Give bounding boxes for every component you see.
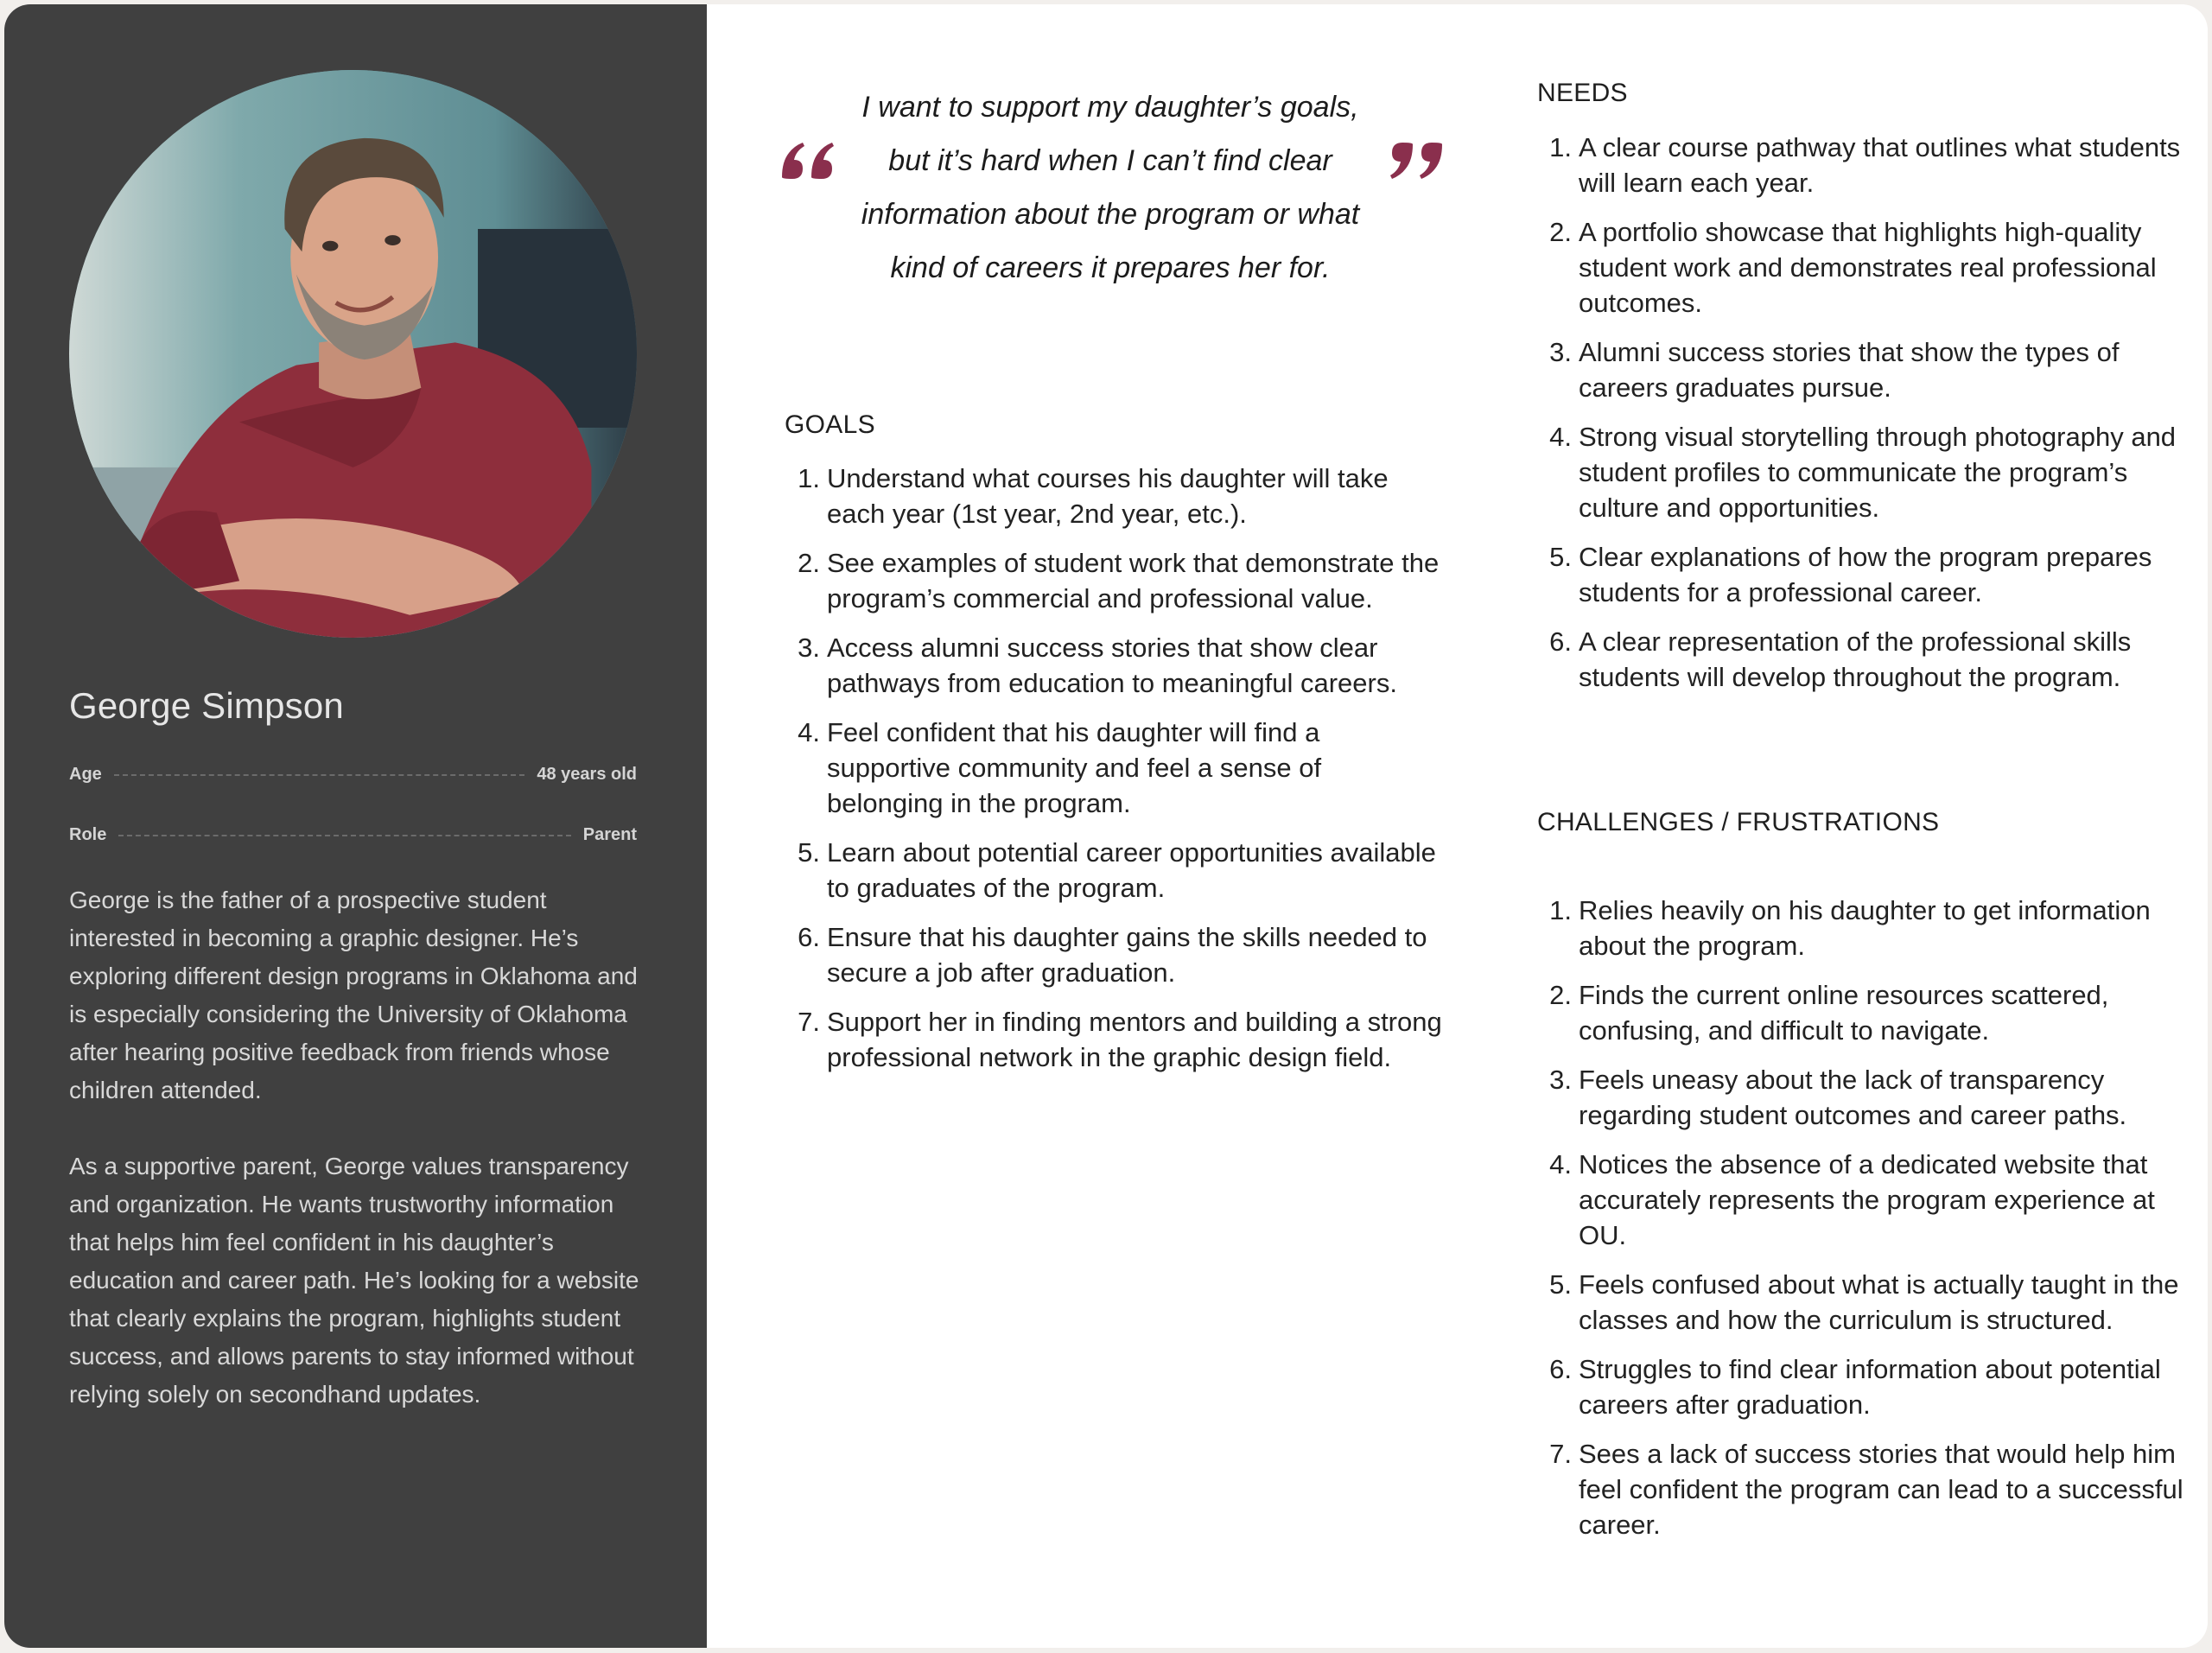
dotted-leader (118, 835, 570, 836)
item-text: Ensure that his daughter gains the skills needed to secure a job after graduation. (827, 922, 1427, 988)
need-item (1537, 334, 2194, 405)
item-text: Feel confident that his daughter will find a supportive community and feel a sense of belonging in the program. (827, 717, 1322, 818)
bio-paragraph: As a supportive parent, George values transparency and organization. He wants trustworthy information that helps him feel confident in his daughter’s education and career path. He’s looking for a website that clearly explains the program, highlights student success, and allows parents to stay informed without relying solely on secondhand updates. (69, 1153, 639, 1408)
need-item (1537, 130, 2194, 200)
challenge-item (1537, 1147, 2194, 1253)
needs-list (1537, 130, 2194, 709)
challenge-item (1537, 1351, 2194, 1422)
item-text: Learn about potential career opportunities available to graduates of the program. (827, 837, 1436, 903)
need-item (1537, 624, 2194, 695)
challenges-heading: CHALLENGES / FRUSTRATIONS (1537, 808, 1940, 836)
persona-card (4, 4, 2208, 1648)
item-number: 1. (798, 463, 820, 493)
item-number: 4. (1549, 422, 1572, 452)
item-text: Strong visual storytelling through photography and student profiles to communicate the program’s culture and opportunities. (1579, 422, 2177, 523)
needs-heading: NEEDS (1537, 79, 1628, 107)
item-number: 7. (798, 1007, 820, 1037)
item-number: 4. (1549, 1149, 1572, 1179)
goal-item (785, 835, 1442, 906)
item-text: Feels uneasy about the lack of transparency regarding student outcomes and career paths. (1579, 1065, 2127, 1130)
item-number: 1. (1549, 895, 1572, 925)
goals-list (785, 461, 1442, 1089)
item-number: 3. (798, 633, 820, 663)
goal-item (785, 1004, 1442, 1075)
item-text: Understand what courses his daughter will take each year (1st year, 2nd year, etc.). (827, 463, 1389, 529)
persona-sidebar (4, 4, 707, 1648)
item-text: A clear course pathway that outlines what students will learn each year. (1579, 132, 2181, 198)
attribute-age-value: 48 years old (537, 765, 637, 784)
item-number: 6. (1549, 626, 1572, 657)
item-text: Finds the current online resources scattered, confusing, and difficult to navigate. (1579, 980, 2109, 1046)
attribute-role-value: Parent (582, 825, 637, 844)
item-text: Notices the absence of a dedicated website that accurately represents the program experience at OU. (1579, 1149, 2155, 1250)
persona-quote (765, 80, 1456, 305)
goals-heading: GOALS (785, 410, 875, 439)
portrait-image (69, 70, 637, 638)
item-number: 1. (1549, 132, 1572, 162)
item-text: Access alumni success stories that show clear pathways from education to meaningful careers. (827, 633, 1397, 698)
item-number: 5. (798, 837, 820, 868)
left-double-quote-icon (779, 132, 839, 193)
attribute-age-label: Age (69, 765, 102, 784)
attribute-role (69, 825, 637, 845)
challenge-item (1537, 1436, 2194, 1542)
item-number: 7. (1549, 1439, 1572, 1469)
need-item (1537, 539, 2194, 610)
right-double-quote-icon (1385, 132, 1446, 193)
item-text: Clear explanations of how the program prepares students for a professional career. (1579, 542, 2152, 607)
attribute-role-label: Role (69, 825, 107, 844)
attribute-age (69, 765, 637, 785)
item-number: 5. (1549, 1269, 1572, 1300)
challenge-item (1537, 893, 2194, 963)
item-number: 6. (798, 922, 820, 952)
challenges-list (1537, 893, 2194, 1556)
goal-item (785, 715, 1442, 821)
goal-item (785, 919, 1442, 990)
goal-item (785, 630, 1442, 701)
item-text: Feels confused about what is actually taught in the classes and how the curriculum is structured. (1579, 1269, 2179, 1335)
bio-paragraph: George is the father of a prospective student interested in becoming a graphic designer. He’s exploring different design programs in Oklahoma and is especially considering the University of Oklahoma after hearing positive feedback from friends whose children attended. (69, 887, 638, 1103)
item-text: Alumni success stories that show the types of careers graduates pursue. (1579, 337, 2120, 403)
item-number: 5. (1549, 542, 1572, 572)
item-number: 2. (1549, 217, 1572, 247)
item-text: Support her in finding mentors and building a strong professional network in the graphic design field. (827, 1007, 1442, 1072)
persona-photo (69, 70, 637, 638)
item-number: 2. (1549, 980, 1572, 1010)
challenge-item (1537, 977, 2194, 1048)
need-item (1537, 214, 2194, 321)
item-text: Relies heavily on his daughter to get information about the program. (1579, 895, 2151, 961)
persona-name: George Simpson (69, 685, 344, 726)
challenge-item (1537, 1062, 2194, 1133)
quote-text: I want to support my daughter’s goals, but it’s hard when I can’t find clear information about the program or what kind of careers it prepares her for. (861, 91, 1360, 284)
goal-item (785, 545, 1442, 616)
item-text: See examples of student work that demonstrate the program’s commercial and professional value. (827, 548, 1440, 614)
goal-item (785, 461, 1442, 531)
need-item (1537, 419, 2194, 525)
item-number: 3. (1549, 337, 1572, 367)
item-number: 4. (798, 717, 820, 747)
item-text: A portfolio showcase that highlights high-quality student work and demonstrates real professional outcomes. (1579, 217, 2157, 318)
item-number: 2. (798, 548, 820, 578)
item-text: A clear representation of the professional skills students will develop throughout the program. (1579, 626, 2132, 692)
dotted-leader (114, 774, 525, 776)
challenge-item (1537, 1267, 2194, 1338)
item-text: Sees a lack of success stories that would help him feel confident the program can lead to a successful career. (1579, 1439, 2183, 1540)
item-number: 3. (1549, 1065, 1572, 1095)
item-text: Struggles to find clear information about potential careers after graduation. (1579, 1354, 2161, 1420)
item-number: 6. (1549, 1354, 1572, 1384)
